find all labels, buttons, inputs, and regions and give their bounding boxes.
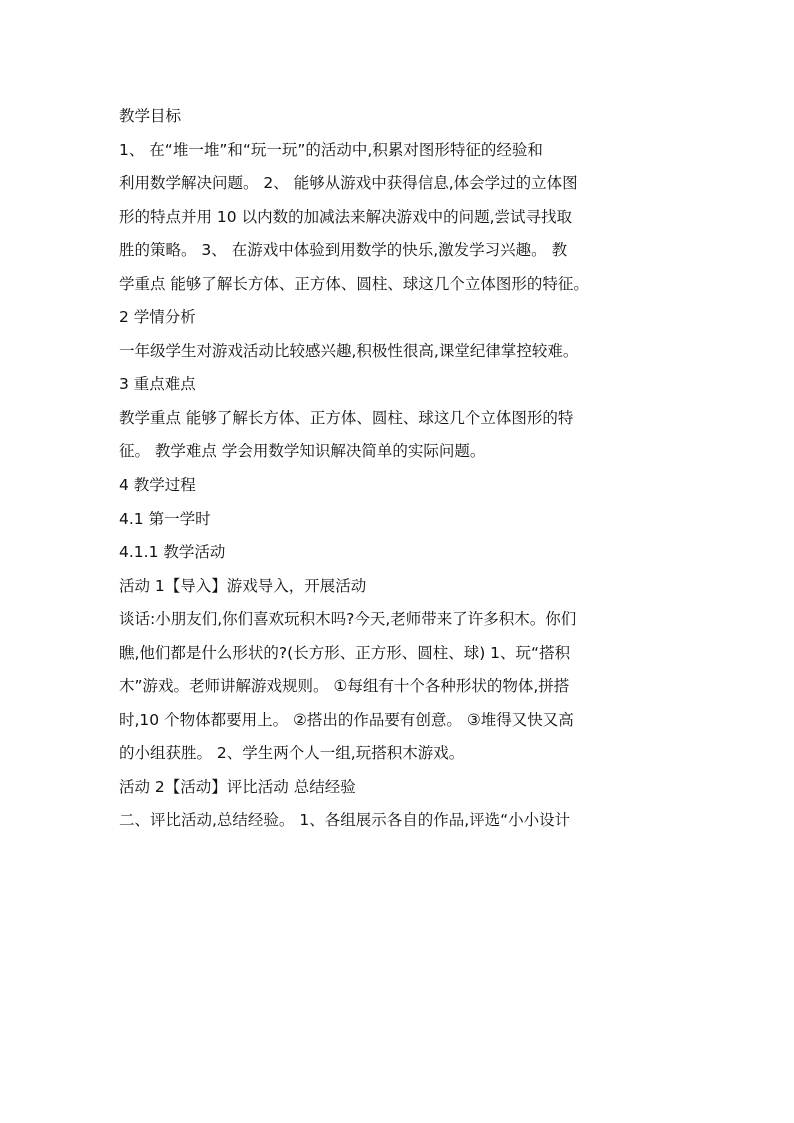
activity-heading: 活动 2【活动】评比活动 总结经验: [119, 777, 356, 796]
section-heading: 3 重点难点: [119, 375, 196, 394]
paragraph-line: 的小组获胜。 2、学生两个人一组,玩搭积木游戏。: [119, 744, 465, 763]
paragraph-line: 瞧,他们都是什么形状的?(长方形、正方形、圆柱、球) 1、玩“搭积: [119, 643, 571, 662]
paragraph-line: 1、 在“堆一堆”和“玩一玩”的活动中,积累对图形特征的经验和: [119, 140, 543, 159]
paragraph-line: 胜的策略。 3、 在游戏中体验到用数学的快乐,激发学习兴趣。 教: [119, 241, 568, 260]
section-heading: 4 教学过程: [119, 476, 196, 495]
paragraph-line: 教学重点 能够了解长方体、正方体、圆柱、球这几个立体图形的特: [119, 408, 574, 427]
document-body: [119, 100, 679, 838]
paragraph-line: 征。 教学难点 学会用数学知识解决简单的实际问题。: [119, 442, 486, 461]
paragraph-line: 时,10 个物体都要用上。 ②搭出的作品要有创意。 ③堆得又快又高: [119, 710, 574, 729]
paragraph-line: 利用数学解决问题。 2、 能够从游戏中获得信息,体会学过的立体图: [119, 174, 578, 193]
activity-heading: 活动 1【导入】游戏导入，开展活动: [119, 576, 367, 595]
paragraph-line: 二、评比活动,总结经验。 1、各组展示各自的作品,评选“小小设计: [119, 811, 571, 830]
paragraph-line: 形的特点并用 10 以内数的加减法来解决游戏中的问题,尝试寻找取: [119, 207, 573, 226]
paragraph-line: 一年级学生对游戏活动比较感兴趣,积极性很高,课堂纪律掌控较难。: [119, 341, 579, 360]
paragraph-line: 谈话:小朋友们,你们喜欢玩积木吗?今天,老师带来了许多积木。你们: [119, 610, 577, 629]
section-heading: 教学目标: [119, 107, 182, 125]
subsection-heading: 4.1 第一学时: [119, 509, 211, 528]
subsection-heading: 4.1.1 教学活动: [119, 543, 226, 562]
paragraph-line: 学重点 能够了解长方体、正方体、圆柱、球这几个立体图形的特征。: [119, 274, 589, 293]
paragraph-line: 木”游戏。老师讲解游戏规则。 ①每组有十个各种形状的物体,拼搭: [119, 677, 570, 696]
section-heading: 2 学情分析: [119, 308, 196, 327]
